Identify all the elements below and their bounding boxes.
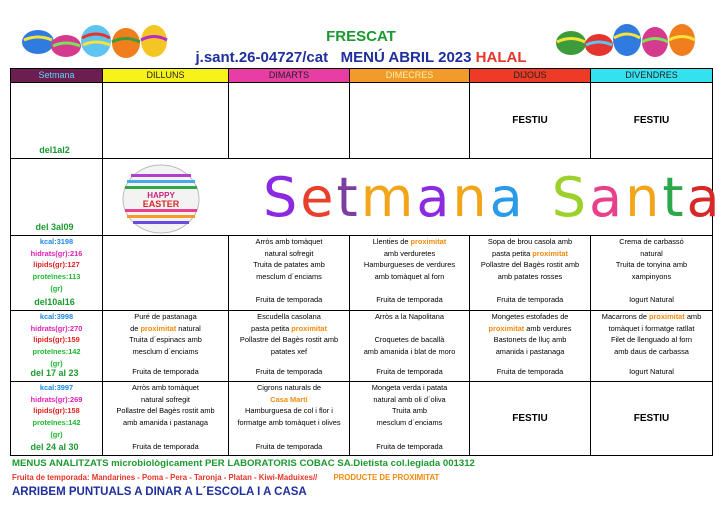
stat-proteines-unit: (gr) <box>50 358 63 368</box>
stat-lipids: lipids(gr):159 <box>33 335 80 345</box>
day-cell <box>229 382 350 456</box>
day-cell <box>229 311 350 382</box>
col-header-dimarts: DIMARTS <box>229 69 350 83</box>
footer-proximity-legend: PRODUCTE DE PROXIMITAT <box>333 473 440 482</box>
week-cell <box>11 236 103 311</box>
dish-line: amb tomàquet al forn <box>374 272 445 282</box>
week-cell <box>11 83 103 159</box>
dessert-line: Fruita de temporada <box>255 366 323 376</box>
day-cell <box>591 236 713 311</box>
table-header-row <box>11 69 713 83</box>
dish-line <box>103 323 228 335</box>
dish-line: Sopa de brou casola amb <box>487 237 573 246</box>
easter-egg-word-cloud-icon <box>113 162 209 234</box>
dessert-line: Fruita de temporada <box>496 294 564 304</box>
dish-text: natural <box>176 323 201 333</box>
dish-text: pasta petita <box>491 248 533 258</box>
day-cell <box>103 236 229 311</box>
dish-line: Mongeta verda i patata <box>371 383 448 392</box>
table-row-week-1 <box>11 83 713 159</box>
day-cell <box>591 311 713 382</box>
holiday-label: FESTIU <box>512 114 548 126</box>
dessert-line: Iogurt Natural <box>629 366 674 376</box>
dessert-line: Fruita de temporada <box>376 294 443 304</box>
dish-line: Bastonets de lluç amb <box>493 335 567 345</box>
week-range: del 24 al 30 <box>30 442 79 453</box>
brand-title: FRESCAT <box>326 28 396 45</box>
week-cell <box>11 159 103 236</box>
footer-analysis-note: MENUS ANALITZATS microbiològicament PER LABORATORIS COBAC SA.Dietista col.legiada 001312 <box>12 458 475 469</box>
dish-line <box>229 323 349 335</box>
dish-line: Filet de llenguado al forn <box>611 335 692 345</box>
stat-hidrats: hidrats(gr):269 <box>30 394 83 404</box>
day-cell <box>350 311 470 382</box>
day-cell-holiday <box>470 83 591 159</box>
table-row-week-4 <box>11 311 713 382</box>
dish-line: Pollastre del Bagès rostit amb <box>480 260 580 270</box>
stat-proteines-unit: (gr) <box>50 429 63 439</box>
day-cell-holiday <box>591 382 713 456</box>
day-cell <box>350 83 470 159</box>
stat-kcal: kcal:3997 <box>39 383 74 392</box>
table-row-week-3 <box>11 236 713 311</box>
dish-text: amb verdures <box>524 323 572 333</box>
stat-kcal: kcal:3198 <box>39 237 74 246</box>
dish-line: amanida i pastanaga <box>495 347 565 357</box>
stat-hidrats: hidrats(gr):270 <box>30 323 83 333</box>
dish-line: mesclum d´enciams <box>376 418 443 428</box>
holiday-label: FESTIU <box>633 412 670 424</box>
proximity-label: proximitat <box>291 323 327 333</box>
day-cell-holiday <box>470 382 591 456</box>
dish-line: natural <box>640 248 663 258</box>
dish-line: natural sofregit <box>264 248 314 258</box>
dish-line: amb amanida i blat de moro <box>363 347 456 357</box>
dish-line: Hamburguesa de col i flor i <box>245 406 333 416</box>
banner-letter: n <box>452 166 490 229</box>
banner-letter: a <box>489 166 526 229</box>
week-cell <box>11 311 103 382</box>
week-range: del 17 al 23 <box>30 368 79 379</box>
dessert-line: Fruita de temporada <box>496 366 564 376</box>
producer-label: Casa Martí <box>270 394 308 404</box>
egg-word-easter: EASTER <box>142 199 180 209</box>
dish-line: Truita de patates amb <box>253 260 325 270</box>
week-range: del 3al09 <box>35 222 74 233</box>
stat-proteines: proteïnes:142 <box>32 418 81 428</box>
dish-line: Pollastre del Bagès rostit amb <box>116 406 215 416</box>
banner-letter: n <box>625 166 663 229</box>
proximity-label: proximitat <box>532 248 568 258</box>
day-cell <box>470 311 591 382</box>
stat-proteines: proteïnes:113 <box>32 272 81 282</box>
dish-line: xampinyons <box>631 272 672 282</box>
dish-line: Truita amb <box>391 406 428 416</box>
banner-letter: m <box>360 166 417 229</box>
dish-line: Hamburgueses de verdures <box>363 260 456 270</box>
week-range: del10al16 <box>34 297 75 308</box>
dish-line: natural sofregit <box>141 394 190 404</box>
dish-line <box>350 236 469 248</box>
dessert-line: Fruita de temporada <box>132 366 199 376</box>
stat-hidrats: hidrats(gr):216 <box>30 248 83 258</box>
banner-letter: t <box>336 166 361 229</box>
dish-line <box>470 248 590 260</box>
dish-line <box>591 311 712 323</box>
dish-line: amb amanida i pastanaga <box>122 418 209 428</box>
dessert-line: Fruita de temporada <box>255 294 323 304</box>
dish-line: tomàquet i formatge ratllat <box>608 323 695 333</box>
dish-text: de <box>130 323 141 333</box>
banner-letter: S <box>551 166 590 229</box>
dish-line: Arròs amb tomàquet <box>255 237 323 246</box>
dish-line: Pollastre del Bagès rostit amb <box>239 335 339 345</box>
easter-eggs-right-icon <box>555 20 700 58</box>
col-header-dimecres: DIMECRES <box>350 69 470 83</box>
day-cell <box>103 382 229 456</box>
menu-table <box>10 68 723 456</box>
setmana-santa-banner <box>103 159 723 236</box>
stat-kcal: kcal:3998 <box>39 312 74 321</box>
dish-line: patates xef <box>270 347 308 357</box>
proximity-label: proximitat <box>488 323 525 333</box>
day-cell <box>350 382 470 456</box>
dessert-line: Fruita de temporada <box>376 441 443 451</box>
dish-line <box>350 323 469 335</box>
setmana-santa-title <box>263 163 723 233</box>
dish-line: natural amb oli d´oliva <box>373 394 446 404</box>
dish-line: Arròs amb tomàquet <box>132 383 199 392</box>
egg-word-happy: HAPPY <box>147 191 175 200</box>
day-cell <box>103 83 229 159</box>
day-cell <box>229 236 350 311</box>
menu-month: MENÚ ABRIL 2023 <box>340 49 472 66</box>
dessert-line: Fruita de temporada <box>255 441 323 451</box>
holiday-label: FESTIU <box>512 412 548 424</box>
dish-line: Cigrons naturals de <box>256 383 322 392</box>
dish-line: Arròs a la Napolitana <box>374 312 445 321</box>
banner-letter: a <box>589 166 626 229</box>
banner-letter: a <box>416 166 453 229</box>
dish-line: Puré de pastanaga <box>134 312 197 321</box>
dish-line: Mongetes estofades de <box>491 312 569 321</box>
footer-fruit-line <box>12 473 439 482</box>
banner-letter: t <box>662 166 687 229</box>
banner-letter: a <box>686 166 723 229</box>
dish-line: mesclum d´enciams <box>132 347 199 357</box>
dish-line: Crema de carbassó <box>619 237 684 246</box>
dish-line: mesclum d´enciams <box>256 272 322 282</box>
col-header-dijous: DIJOUS <box>470 69 591 83</box>
dish-line: amb verduretes <box>383 248 436 258</box>
day-cell <box>229 83 350 159</box>
dish-text: Macarrons de <box>601 312 650 321</box>
banner-letter: e <box>300 166 337 229</box>
col-header-setmana: Setmana <box>11 69 103 83</box>
col-header-dilluns: DILLUNS <box>103 69 229 83</box>
holiday-label: FESTIU <box>633 114 670 126</box>
proximity-label: proximitat <box>649 312 685 321</box>
footer-fruit-list: Fruita de temporada: Mandarines - Poma - Pera - Taronja - Platan - Kiwi-Maduixes// <box>12 473 318 482</box>
day-cell <box>470 236 591 311</box>
proximity-label: proximitat <box>140 323 177 333</box>
dish-line: formatge amb tomàquet i olives <box>237 418 341 428</box>
day-cell-holiday <box>591 83 713 159</box>
stat-proteines-unit: (gr) <box>50 283 63 293</box>
halal-label: HALAL <box>475 49 527 66</box>
dessert-line: Fruita de temporada <box>132 441 199 451</box>
dish-text: Llenties de <box>372 237 411 246</box>
day-cell <box>350 236 470 311</box>
dessert-line: Iogurt Natural <box>629 294 674 304</box>
dish-line <box>470 323 590 335</box>
dish-text: amb <box>684 312 702 321</box>
dish-line: Croquetes de bacallà <box>374 335 445 345</box>
stat-proteines: proteïnes:142 <box>32 347 81 357</box>
banner-letter: S <box>263 166 301 229</box>
menu-code: j.sant.26-04727/cat <box>195 49 329 66</box>
table-row-week-5 <box>11 382 713 456</box>
day-cell <box>103 311 229 382</box>
footer-punctuality-note: ARRIBEM PUNTUALS A DINAR A L´ESCOLA I A CASA <box>12 486 307 498</box>
stat-lipids: lipids(gr):127 <box>33 260 80 270</box>
dessert-line: Fruita de temporada <box>376 366 443 376</box>
dish-line: Escudella casolana <box>257 312 321 321</box>
table-row-week-2 <box>11 159 713 236</box>
dish-line: amb patates rosses <box>497 272 563 282</box>
dish-text: pasta petita <box>250 323 292 333</box>
menu-header <box>10 2 712 68</box>
dish-line: amb daus de carbassa <box>614 347 689 357</box>
week-cell <box>11 382 103 456</box>
week-range: del1al2 <box>39 145 70 156</box>
col-header-divendres: DIVENDRES <box>591 69 713 83</box>
proximity-label: proximitat <box>410 237 447 246</box>
stat-lipids: lipids(gr):158 <box>33 406 80 416</box>
dish-line: Truita de tonyina amb <box>615 260 688 270</box>
dish-line: Truita d´espinacs amb <box>129 335 202 345</box>
